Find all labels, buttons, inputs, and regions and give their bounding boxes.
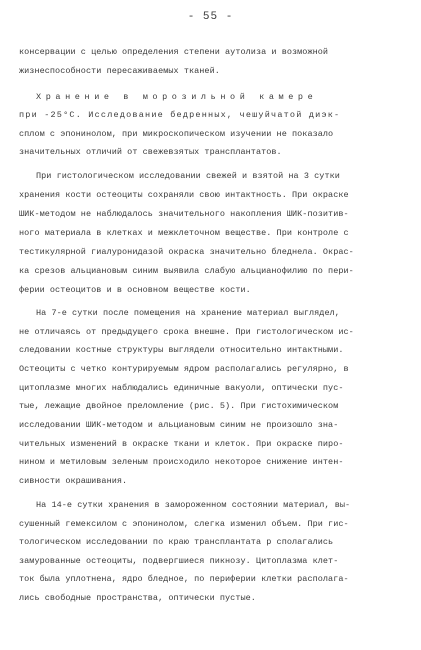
text-line: сивности окрашивания. [19, 476, 128, 486]
text-line: нином и метиловым зеленым происходило некоторое снижение интен- [19, 457, 344, 467]
text-line: значительных отличий от свежевзятых трансплантатов. [19, 147, 282, 157]
text-line: ка срезов альциановым синим выявила слабую альцианофилию по пери- [19, 266, 354, 276]
text-line: На 14-е сутки хранения в замороженном состоянии материал, вы- [36, 500, 351, 510]
text-line: ШИК-методом не наблюдалось значительного накопления ШИК-позитив- [19, 209, 349, 219]
text-line: лись свободные пространства, оптически пустые. [19, 593, 256, 603]
text-line: На 7-е сутки после помещения на хранение материал выглядел, [36, 308, 340, 318]
text-line: ного материала в клетках и межклеточном веществе. При контроле с [19, 228, 349, 238]
text-line: замурованные остеоциты, подвергшиеся пикнозу. Цитоплазма клет- [19, 556, 339, 566]
text-line: тестикулярной гиалуронидазой окраска значительно бледнела. Окрас- [19, 247, 354, 257]
text-line: ток была уплотнена, ядро бледное, по периферии клетки располага- [19, 574, 349, 584]
text-line: При гистологическом исследовании свежей и взятой на 3 сутки [36, 171, 340, 181]
text-line: ферии остеоцитов и в основном веществе кости. [19, 285, 251, 295]
text-line: консервации с целью определения степени аутолиза и возможной [19, 47, 329, 57]
text-line: следовании костные структуры выглядели относительно интактными. [19, 345, 344, 355]
text-line: чительных изменений в окраске ткани и клеток. При окраске пиро- [19, 439, 344, 449]
text-line: тые, лежащие двойное преломление (рис. 5). При гистохимическом [19, 401, 339, 411]
text-line: хранения кости остеоциты сохраняли свою интактность. При окраске [19, 190, 349, 200]
text-line: исследовании ШИК-методом и альциановым синим не произошло зна- [19, 420, 339, 430]
text-line: при -25°С. Исследование бедренных, чешуйчатой диэк- [19, 110, 341, 120]
text-line: сплом с эпонинолом, при микроскопическом изучении не показало [19, 129, 334, 139]
page-number: - 55 - [187, 11, 234, 23]
text-line: жизнеспособности пересаживаемых тканей. [19, 66, 220, 76]
text-line: Хранение в морозильной камере [36, 92, 318, 102]
text-line: не отличаясь от предыдущего срока внешне. При гистологическом ис- [19, 327, 354, 337]
text-line: сушенный гемексилом с эпонинолом, слегка изменил объем. При гис- [19, 519, 349, 529]
text-line: цитоплазме многих наблюдались единичные вакуоли, оптически пус- [19, 383, 344, 393]
text-line: Остеоциты с четко контурируемым ядром располагались регулярно, в [19, 364, 349, 374]
text-line: тологическом исследовании по краю трансплантата р сполагались [19, 537, 334, 547]
